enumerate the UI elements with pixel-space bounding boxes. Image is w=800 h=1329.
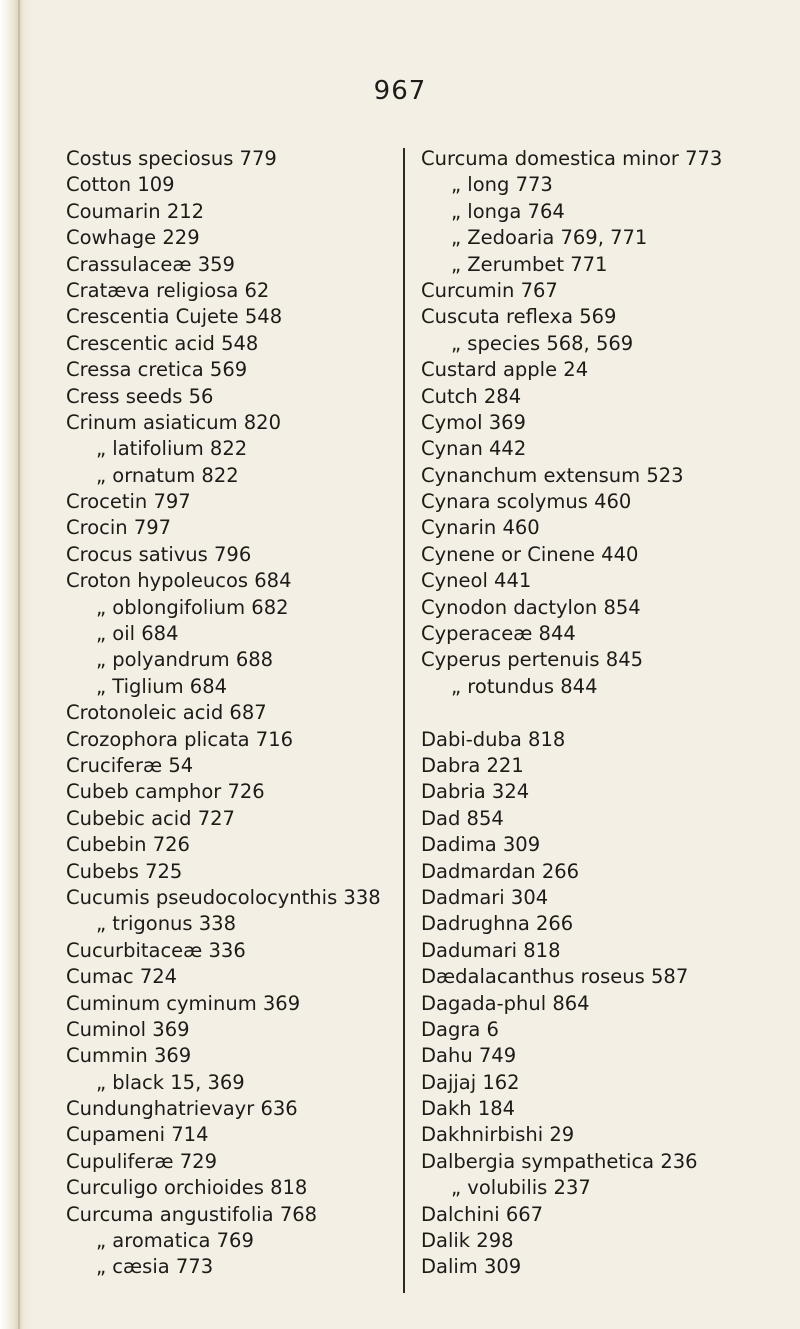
index-entry: Dædalacanthus roseus 587 <box>421 965 689 989</box>
index-entry: Curculigo orchioides 818 <box>66 1176 308 1200</box>
index-entry: „ aromatica 769 <box>96 1229 254 1253</box>
index-entry: Curcumin 767 <box>421 278 558 302</box>
index-column-right <box>421 146 793 1281</box>
index-entry: Dadima 309 <box>421 833 541 857</box>
index-entry: Cyperus pertenuis 845 <box>421 648 644 672</box>
index-entry: Cynanchum extensum 523 <box>421 463 684 487</box>
index-entry: Cucumis pseudocolocynthis 338 <box>66 885 381 909</box>
index-entry: Cynarin 460 <box>421 516 540 540</box>
index-entry: Dajjaj 162 <box>421 1070 520 1094</box>
index-entry: Cubebin 726 <box>66 833 190 857</box>
index-entry: Cubeb camphor 726 <box>66 780 265 804</box>
index-entry: Dadrughna 266 <box>421 912 574 936</box>
index-entry: Cynodon dactylon 854 <box>421 595 641 619</box>
index-entry: Coumarin 212 <box>66 199 205 223</box>
index-entry: Crescentia Cujete 548 <box>66 305 283 329</box>
index-entry: Crinum asiaticum 820 <box>66 410 281 434</box>
index-entry: Dad 854 <box>421 806 504 830</box>
index-entry: Dalim 309 <box>421 1255 522 1279</box>
index-entry: Crocin 797 <box>66 516 172 540</box>
index-entry: Cuminum cyminum 369 <box>66 991 301 1015</box>
index-entry: Dalbergia sympathetica 236 <box>421 1149 698 1173</box>
index-entry: Cubebs 725 <box>66 859 183 883</box>
index-entry: Cymol 369 <box>421 410 526 434</box>
index-entry: „ rotundus 844 <box>451 674 598 698</box>
index-entry: Cotton 109 <box>66 173 175 197</box>
book-spine-shadow <box>0 0 34 1329</box>
index-entry: „ species 568, 569 <box>451 331 634 355</box>
index-entry: Cuminol 369 <box>66 1017 190 1041</box>
index-entry: Cutch 284 <box>421 384 522 408</box>
page-number: 967 <box>373 76 427 106</box>
index-entry: „ oil 684 <box>96 622 179 646</box>
index-entry: „ polyandrum 688 <box>96 648 274 672</box>
index-entry: Cubebic acid 727 <box>66 806 235 830</box>
index-entry: Cupuliferæ 729 <box>66 1149 217 1173</box>
index-entry: Custard apple 24 <box>421 358 589 382</box>
index-entry: „ longa 764 <box>451 199 565 223</box>
index-entry: Dalik 298 <box>421 1229 514 1253</box>
index-entry: Curcuma angustifolia 768 <box>66 1202 318 1226</box>
index-entry: „ Zerumbet 771 <box>451 252 608 276</box>
index-entry: Dabra 221 <box>421 753 524 777</box>
index-entry: Dakh 184 <box>421 1097 516 1121</box>
index-entry: Crocetin 797 <box>66 490 191 514</box>
index-entry: Dalchini 667 <box>421 1202 544 1226</box>
index-entry: Cressa cretica 569 <box>66 358 248 382</box>
index-entry: Crotonoleic acid 687 <box>66 701 267 725</box>
index-entry: „ ornatum 822 <box>96 463 239 487</box>
index-entry: Dadumari 818 <box>421 938 561 962</box>
binding-edge <box>18 0 20 1329</box>
index-entry: Cucurbitaceæ 336 <box>66 938 246 962</box>
index-entry: Dabria 324 <box>421 780 530 804</box>
index-entry: „ volubilis 237 <box>451 1176 591 1200</box>
index-entry: Cynene or Cinene 440 <box>421 542 639 566</box>
index-entry: Cratæva religiosa 62 <box>66 278 270 302</box>
index-entry: Curcuma domestica minor 773 <box>421 147 723 170</box>
index-entry: Cumac 724 <box>66 965 178 989</box>
index-entry: Dabi-duba 818 <box>421 727 566 751</box>
index-column-left <box>66 146 406 1281</box>
index-entry: Cyperaceæ 844 <box>421 622 576 646</box>
index-entry: Cowhage 229 <box>66 226 200 250</box>
index-entry: Croton hypoleucos 684 <box>66 569 292 593</box>
index-entry: Cuscuta reflexa 569 <box>421 305 617 329</box>
index-entry: Dagra 6 <box>421 1017 499 1041</box>
index-entry: „ oblongifolium 682 <box>96 595 289 619</box>
index-entry: Cynara scolymus 460 <box>421 490 632 514</box>
index-entry: Crescentic acid 548 <box>66 331 259 355</box>
index-entry: „ Tiglium 684 <box>96 674 228 698</box>
index-entry: Cundunghatrievayr 636 <box>66 1097 298 1121</box>
index-entry: „ black 15, 369 <box>96 1070 245 1094</box>
index-entry: Cress seeds 56 <box>66 384 214 408</box>
index-entry: Cummin 369 <box>66 1044 192 1068</box>
column-divider <box>403 148 405 1293</box>
index-entry: „ trigonus 338 <box>96 912 236 936</box>
index-entry: Dadmardan 266 <box>421 859 580 883</box>
index-entry: Cynan 442 <box>421 437 527 461</box>
index-entry: „ long 773 <box>451 173 553 197</box>
index-entry: Cruciferæ 54 <box>66 753 194 777</box>
index-entry: Dakhnirbishi 29 <box>421 1123 575 1147</box>
index-entry: Crozophora plicata 716 <box>66 727 294 751</box>
index-entry: Dagada-phul 864 <box>421 991 590 1015</box>
index-entry: Crassulaceæ 359 <box>66 252 235 276</box>
index-entry: „ latifolium 822 <box>96 437 248 461</box>
index-entry: Cyneol 441 <box>421 569 532 593</box>
index-entry: Dahu 749 <box>421 1044 517 1068</box>
index-entry: „ cæsia 773 <box>96 1255 214 1279</box>
index-entry: „ Zedoaria 769, 771 <box>451 226 648 250</box>
index-entry: Dadmari 304 <box>421 885 549 909</box>
index-entry: Crocus sativus 796 <box>66 542 252 566</box>
index-entry: Cupameni 714 <box>66 1123 209 1147</box>
index-entry: Costus speciosus 779 <box>66 147 277 170</box>
